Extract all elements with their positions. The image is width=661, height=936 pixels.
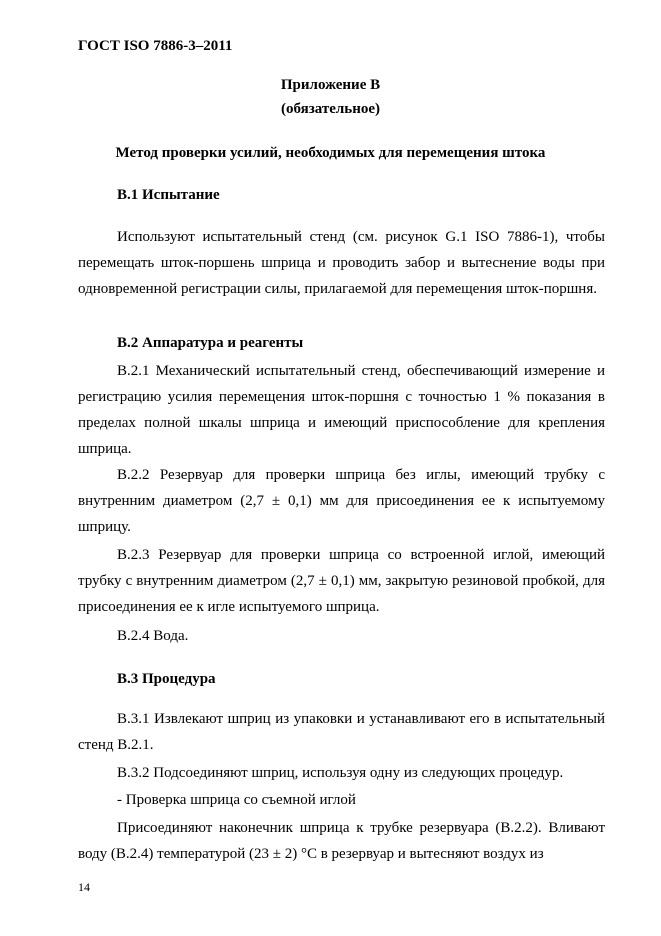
- document-header: ГОСТ ISO 7886-3–2011: [78, 38, 233, 54]
- paragraph-b23: В.2.3 Резервуар для проверки шприца со встроенной иглой, имеющий трубку с внутренним диаметром (2,7 ± 0,1) мм, закрытую резиновой пробкой, для присоединения ее к игле испытуемого шприца.: [78, 547, 605, 615]
- annex-title: Приложение В: [280, 77, 381, 93]
- paragraph-b1: Используют испытательный стенд (см. рисунок G.1 ISO 7886-1), чтобы перемещать шток-поршень шприца и проводить забор и вытеснение воды при одновременной регистрации силы, прилагаемой для перемещения шток-поршня.: [78, 229, 605, 297]
- procedure-item: - Проверка шприца со съемной иглой: [117, 792, 356, 808]
- section-heading-b1: В.1 Испытание: [117, 187, 220, 203]
- method-title: Метод проверки усилий, необходимых для перемещения штока: [115, 145, 546, 161]
- section-heading-b3: В.3 Процедура: [117, 671, 216, 687]
- annex-status: (обязательное): [280, 101, 381, 117]
- section-heading-b2: В.2 Аппаратура и реагенты: [117, 335, 304, 351]
- paragraph-b3-text: Присоединяют наконечник шприца к трубке резервуара (В.2.2). Вливают воду (В.2.4) температурой (23 ± 2) °С в резервуар и вытесняют воздух из: [78, 820, 605, 862]
- paragraph-b22: В.2.2 Резервуар для проверки шприца без иглы, имеющий трубку с внутренним диаметром (2,7 ± 0,1) мм для присоединения ее к испытуемому шприцу.: [78, 467, 605, 535]
- paragraph-b32: В.3.2 Подсоединяют шприц, используя одну из следующих процедур.: [117, 765, 564, 781]
- paragraph-b31: В.3.1 Извлекают шприц из упаковки и устанавливают его в испытательный стенд В.2.1.: [78, 711, 605, 753]
- page-number: 14: [78, 880, 90, 894]
- paragraph-b21: В.2.1 Механический испытательный стенд, обеспечивающий измерение и регистрацию усилия перемещения шток-поршня с точностью 1 % показания в пределах полной шкалы шприца и имеющий приспособление для крепления шприца.: [78, 363, 605, 457]
- paragraph-b24: В.2.4 Вода.: [117, 628, 189, 644]
